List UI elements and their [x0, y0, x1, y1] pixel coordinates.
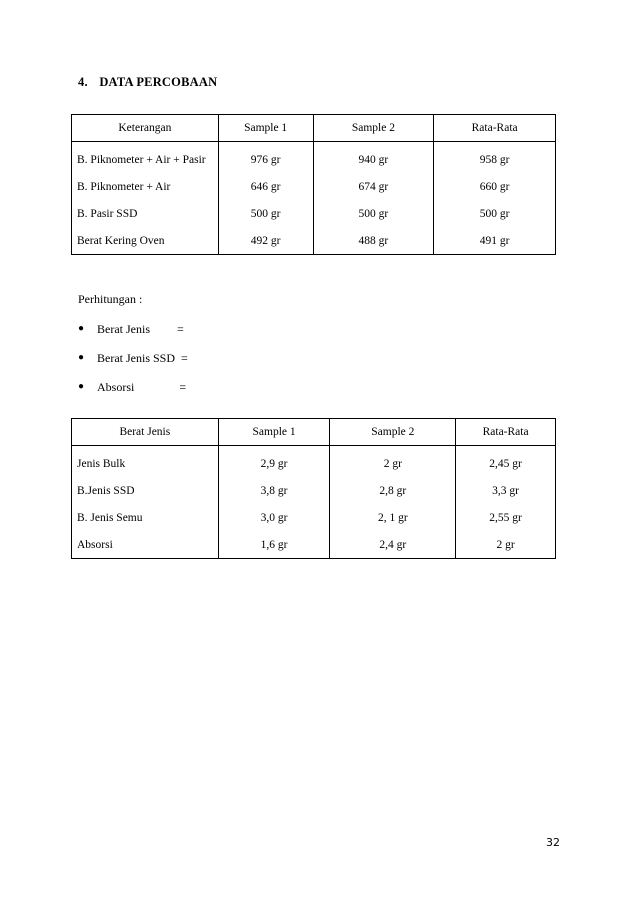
specific-gravity-table — [71, 418, 556, 559]
list-item-text: Absorsi = — [97, 380, 187, 394]
table-cell: 1,6 gr — [218, 531, 330, 559]
column-header: Rata-Rata — [434, 115, 556, 142]
table-cell: 2,8 gr — [330, 477, 456, 504]
column-header: Sample 2 — [313, 115, 434, 142]
calculation-list — [78, 322, 188, 409]
row-label: B. Pasir SSD — [72, 200, 219, 227]
row-label: Berat Kering Oven — [72, 227, 219, 255]
table-row — [72, 227, 556, 255]
column-header: Keterangan — [72, 115, 219, 142]
section-heading — [78, 75, 217, 90]
table-row — [72, 142, 556, 174]
column-header: Sample 1 — [218, 419, 330, 446]
table-row — [72, 173, 556, 200]
table-cell: 2,4 gr — [330, 531, 456, 559]
table-cell: 2,45 gr — [456, 446, 556, 478]
row-label: B. Jenis Semu — [72, 504, 219, 531]
section-title: DATA PERCOBAAN — [99, 75, 218, 89]
table-cell: 940 gr — [313, 142, 434, 174]
table-cell: 3,3 gr — [456, 477, 556, 504]
table-cell: 958 gr — [434, 142, 556, 174]
row-label: B. Piknometer + Air + Pasir — [72, 142, 219, 174]
table-cell: 3,0 gr — [218, 504, 330, 531]
row-label: Jenis Bulk — [72, 446, 219, 478]
bullet-icon: ● — [78, 381, 85, 392]
table-row — [72, 200, 556, 227]
table-cell: 500 gr — [218, 200, 313, 227]
row-label: B. Piknometer + Air — [72, 173, 219, 200]
row-label: Absorsi — [72, 531, 219, 559]
table-cell: 2, 1 gr — [330, 504, 456, 531]
list-item — [78, 380, 188, 409]
table-cell: 491 gr — [434, 227, 556, 255]
bullet-icon: ● — [78, 323, 85, 334]
experiment-data-table — [71, 114, 556, 255]
table-cell: 500 gr — [434, 200, 556, 227]
table-cell: 2 gr — [330, 446, 456, 478]
column-header: Berat Jenis — [72, 419, 219, 446]
table-cell: 492 gr — [218, 227, 313, 255]
table-row — [72, 477, 556, 504]
table-header-row — [72, 115, 556, 142]
list-item — [78, 351, 188, 380]
table-cell: 2,55 gr — [456, 504, 556, 531]
row-label: B.Jenis SSD — [72, 477, 219, 504]
calculation-label: Perhitungan : — [78, 292, 143, 306]
column-header: Sample 2 — [330, 419, 456, 446]
list-item-text: Berat Jenis SSD = — [97, 351, 188, 365]
table-row — [72, 446, 556, 478]
table-cell: 2,9 gr — [218, 446, 330, 478]
column-header: Rata-Rata — [456, 419, 556, 446]
table-cell: 488 gr — [313, 227, 434, 255]
table-cell: 976 gr — [218, 142, 313, 174]
page-number: 32 — [546, 836, 560, 849]
table-cell: 500 gr — [313, 200, 434, 227]
table-cell: 660 gr — [434, 173, 556, 200]
table-cell: 674 gr — [313, 173, 434, 200]
list-item — [78, 322, 188, 351]
table-row — [72, 504, 556, 531]
table-row — [72, 531, 556, 559]
table-header-row — [72, 419, 556, 446]
table-cell: 646 gr — [218, 173, 313, 200]
table-cell: 2 gr — [456, 531, 556, 559]
table-cell: 3,8 gr — [218, 477, 330, 504]
column-header: Sample 1 — [218, 115, 313, 142]
list-item-text: Berat Jenis = — [97, 322, 184, 336]
section-number: 4. — [78, 75, 88, 89]
bullet-icon: ● — [78, 352, 85, 363]
